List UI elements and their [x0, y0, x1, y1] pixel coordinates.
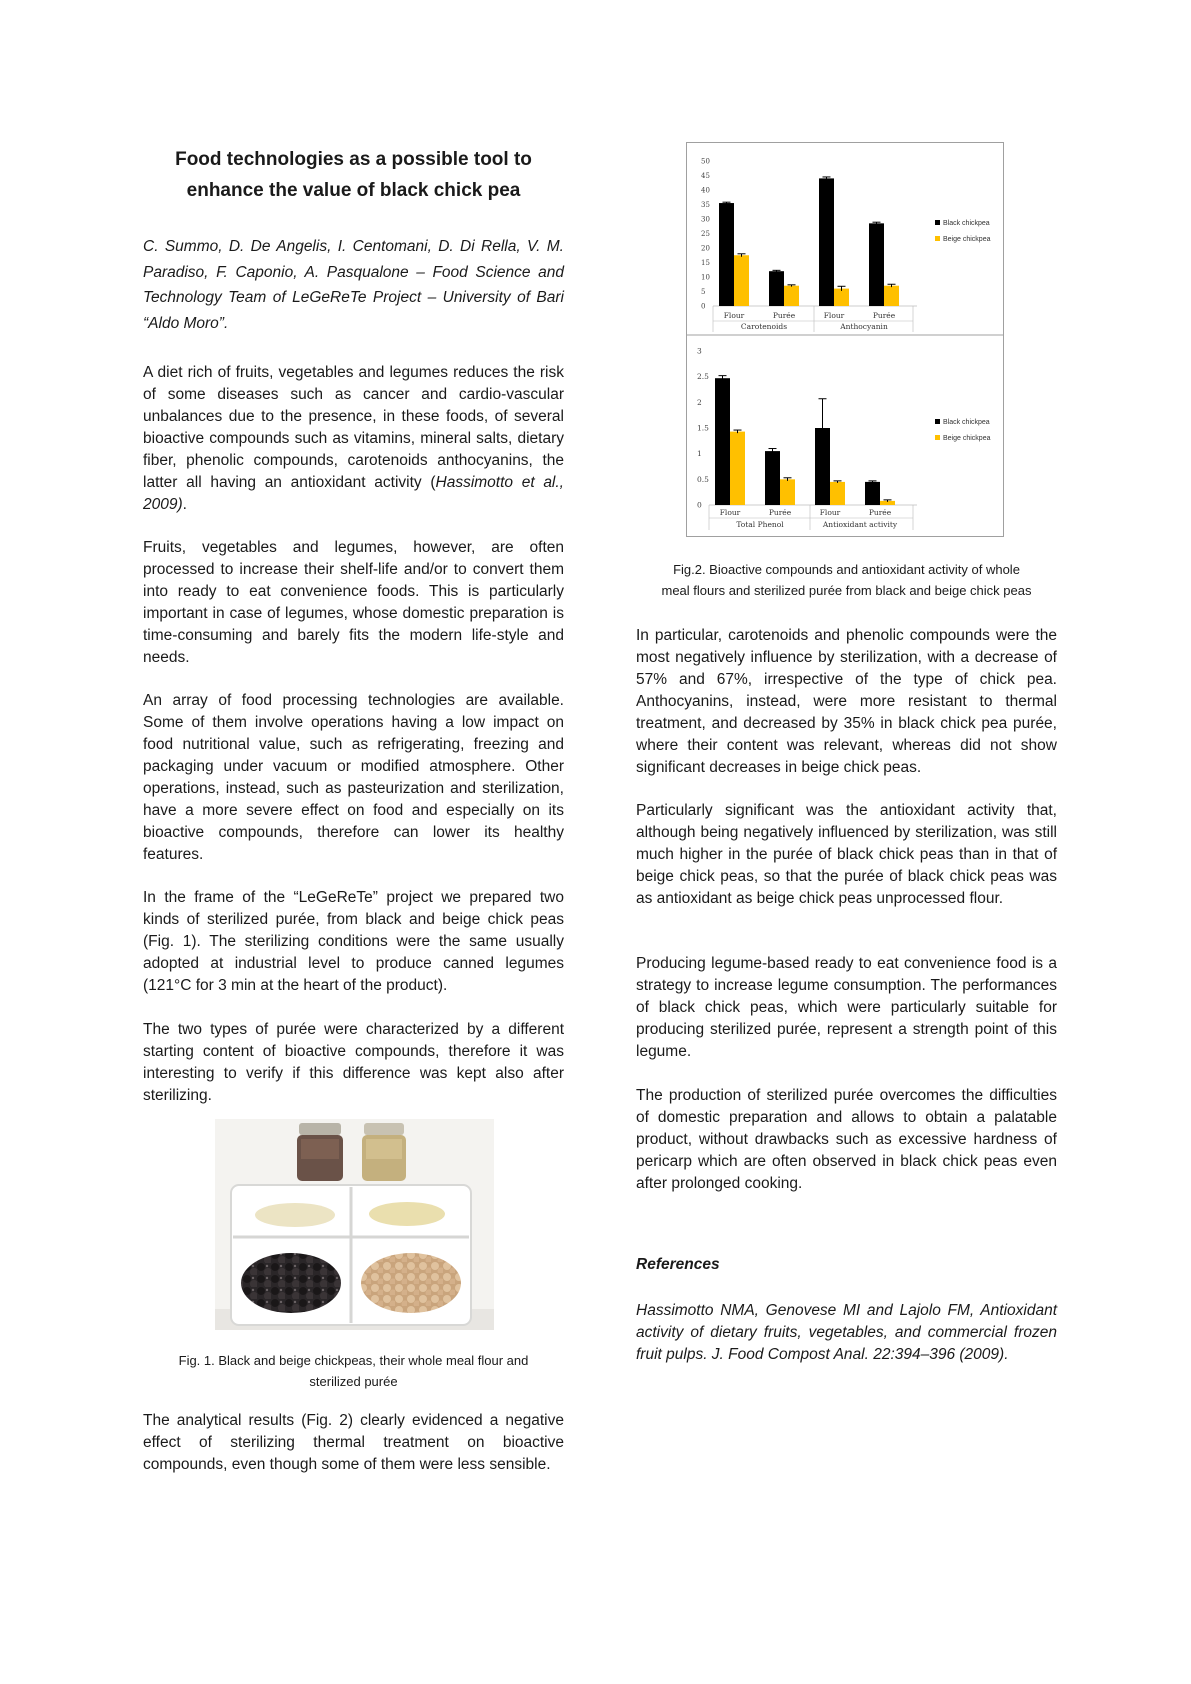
bar-beige — [884, 286, 899, 306]
caption-line: meal flours and sterilized purée from black and beige chick peas — [661, 583, 1032, 598]
bar-black — [869, 223, 884, 306]
fig2-caption — [636, 559, 1057, 601]
y-tick-label: 50 — [701, 157, 710, 166]
bar-beige — [734, 255, 749, 306]
legend-label: Beige chickpea — [943, 435, 991, 442]
bar-black — [715, 378, 730, 505]
legend-swatch — [935, 435, 940, 440]
paragraph-end: . — [182, 496, 187, 513]
y-tick-label: 15 — [701, 259, 710, 267]
y-tick-label: 1.5 — [697, 423, 709, 433]
group-label: Carotenoids — [740, 322, 788, 331]
caption-line: Fig. 1. Black and beige chickpeas, their whole meal flour and — [178, 1353, 529, 1368]
bar-black — [865, 482, 880, 505]
legend-label: Black chickpea — [943, 419, 990, 426]
paragraph-intro — [143, 362, 564, 516]
citation: Hassimotto et al., 2009) — [143, 474, 564, 513]
caption-line: sterilized purée — [309, 1374, 398, 1389]
fig2-charts — [686, 142, 1004, 537]
bar-beige — [830, 482, 845, 505]
bar-beige — [780, 479, 795, 505]
x-tick-label: Flour — [819, 508, 841, 517]
y-tick-label: 3 — [697, 346, 702, 356]
paragraph-puree: The two types of purée were characterized by a different starting content of bioactive compounds, therefore it was interesting to verify if this difference was kept also after sterilizing. — [143, 1021, 564, 1104]
paragraph-technologies: An array of food processing technologies are available. Some of them involve operations having a low impact on food nutritional value, such as refrigerating, freezing and packaging under vacuum or modified atmosphere. Other operations, instead, such as pasteurization and sterilization, have a more severe effect on food and especially on its bioactive compounds, therefore can lower its healthy features. — [143, 692, 564, 863]
x-tick-label: Purée — [772, 311, 796, 320]
references-heading: References — [636, 1256, 720, 1273]
bar-black — [819, 178, 834, 306]
title-line: enhance the value of black chick pea — [186, 180, 521, 201]
y-tick-label: 20 — [701, 244, 710, 253]
y-tick-label: 2.5 — [697, 372, 709, 382]
bar-beige — [784, 286, 799, 306]
x-tick-label: Flour — [723, 311, 745, 320]
x-tick-label: Flour — [823, 311, 845, 320]
paragraph-production: The production of sterilized purée overcomes the difficulties of domestic preparation and allows to obtain a palatable product, without drawbacks such as excessive hardness of pericarp which are often observed in black chick peas even after prolonged cooking. — [636, 1087, 1057, 1192]
y-tick-label: 0 — [697, 500, 702, 510]
bar-black — [769, 271, 784, 306]
group-label: Antioxidant activity — [822, 520, 898, 529]
group-label: Anthocyanin — [840, 322, 888, 331]
paragraph-convenience: Producing legume-based ready to eat convenience food is a strategy to increase legume consumption. The performances of black chick peas, which were particularly suitable for producing sterilized purée, represent a strength point of this legume. — [636, 955, 1057, 1060]
y-tick-label: 25 — [701, 230, 710, 238]
legend-swatch — [935, 220, 940, 225]
authors: C. Summo, D. De Angelis, I. Centomani, D. Di Rella, V. M. Paradiso, F. Caponio, A. Pasqualone – Food Science and Technology Team of LeGeReTe Project – University of Bari “Aldo Moro”. — [143, 238, 564, 332]
y-tick-label: 40 — [701, 186, 710, 195]
bar-beige — [730, 432, 745, 505]
paragraph-text: A diet rich of fruits, vegetables and legumes reduces the risk of some diseases such as cancer and cardio-vascular unbalances due to the presence, in these foods, of several bioactive compounds such as vitamins, mineral salts, dietary fiber, phenolic compounds, carotenoids anthocyanins, the latter all having an antioxidant activity ( — [143, 364, 564, 491]
x-tick-label: Purée — [872, 311, 896, 320]
paragraph-carotenoids: In particular, carotenoids and phenolic compounds were the most negatively influence by sterilization, with a decrease of 57% and 67%, irrespective of the type of chick pea. Anthocyanins, instead, were more resistant to thermal treatment, and decreased by 35% in black chick pea purée, where their content was relevant, whereas did not show significant decreases in beige chick peas. — [636, 627, 1057, 776]
paper-title — [143, 144, 564, 206]
bar-black — [719, 203, 734, 306]
paragraph-legerete: In the frame of the “LeGeReTe” project we prepared two kinds of sterilized purée, from black and beige chick peas (Fig. 1). The sterilizing conditions were the same usually adopted at industrial level to produce canned legumes (121°C for 3 min at the heart of the product). — [143, 889, 564, 994]
legend-swatch — [935, 419, 940, 424]
paragraph-processing: Fruits, vegetables and legumes, however, are often processed to increase their shelf-life and/or to convert them into ready to eat convenience foods. This is particularly important in case of legumes, whose domestic preparation is time-consuming and barely fits the modern life-style and needs. — [143, 539, 564, 666]
y-tick-label: 45 — [701, 172, 710, 180]
y-tick-label: 0 — [701, 302, 706, 311]
legend-swatch — [935, 236, 940, 241]
bar-beige — [834, 289, 849, 306]
x-tick-label: Flour — [719, 508, 741, 517]
caption-line: Fig.2. Bioactive compounds and antioxidant activity of whole — [673, 562, 1020, 577]
legend-label: Beige chickpea — [943, 236, 991, 243]
paragraph-results: The analytical results (Fig. 2) clearly evidenced a negative effect of sterilizing thermal treatment on bioactive compounds, even though some of them were less sensible. — [143, 1412, 564, 1473]
reference-item: Hassimotto NMA, Genovese MI and Lajolo FM, Antioxidant activity of dietary fruits, vegetables, and commercial frozen fruit pulps. J. Food Compost Anal. 22:394–396 (2009). — [636, 1302, 1057, 1363]
fig2-svg — [687, 143, 1003, 536]
bar-black — [765, 451, 780, 505]
group-label: Total Phenol — [736, 520, 784, 529]
title-line: Food technologies as a possible tool to — [175, 149, 532, 170]
y-tick-label: 5 — [701, 288, 706, 296]
chickpea-photo — [215, 1119, 494, 1330]
y-tick-label: 10 — [701, 273, 710, 282]
fig1-caption — [143, 1350, 564, 1392]
y-tick-label: 30 — [701, 215, 710, 224]
y-tick-label: 0.5 — [697, 474, 709, 484]
paragraph-antioxidant: Particularly significant was the antioxidant activity that, although being negatively influenced by sterilization, was still much higher in the purée of black chick peas than in that of beige chick peas, so that the purée of black chick peas was as antioxidant as beige chick peas unprocessed flour. — [636, 802, 1057, 907]
y-tick-label: 35 — [701, 201, 710, 209]
legend-label: Black chickpea — [943, 220, 990, 227]
x-tick-label: Purée — [768, 508, 792, 517]
y-tick-label: 2 — [697, 397, 702, 407]
y-tick-label: 1 — [697, 449, 702, 459]
x-tick-label: Purée — [868, 508, 892, 517]
